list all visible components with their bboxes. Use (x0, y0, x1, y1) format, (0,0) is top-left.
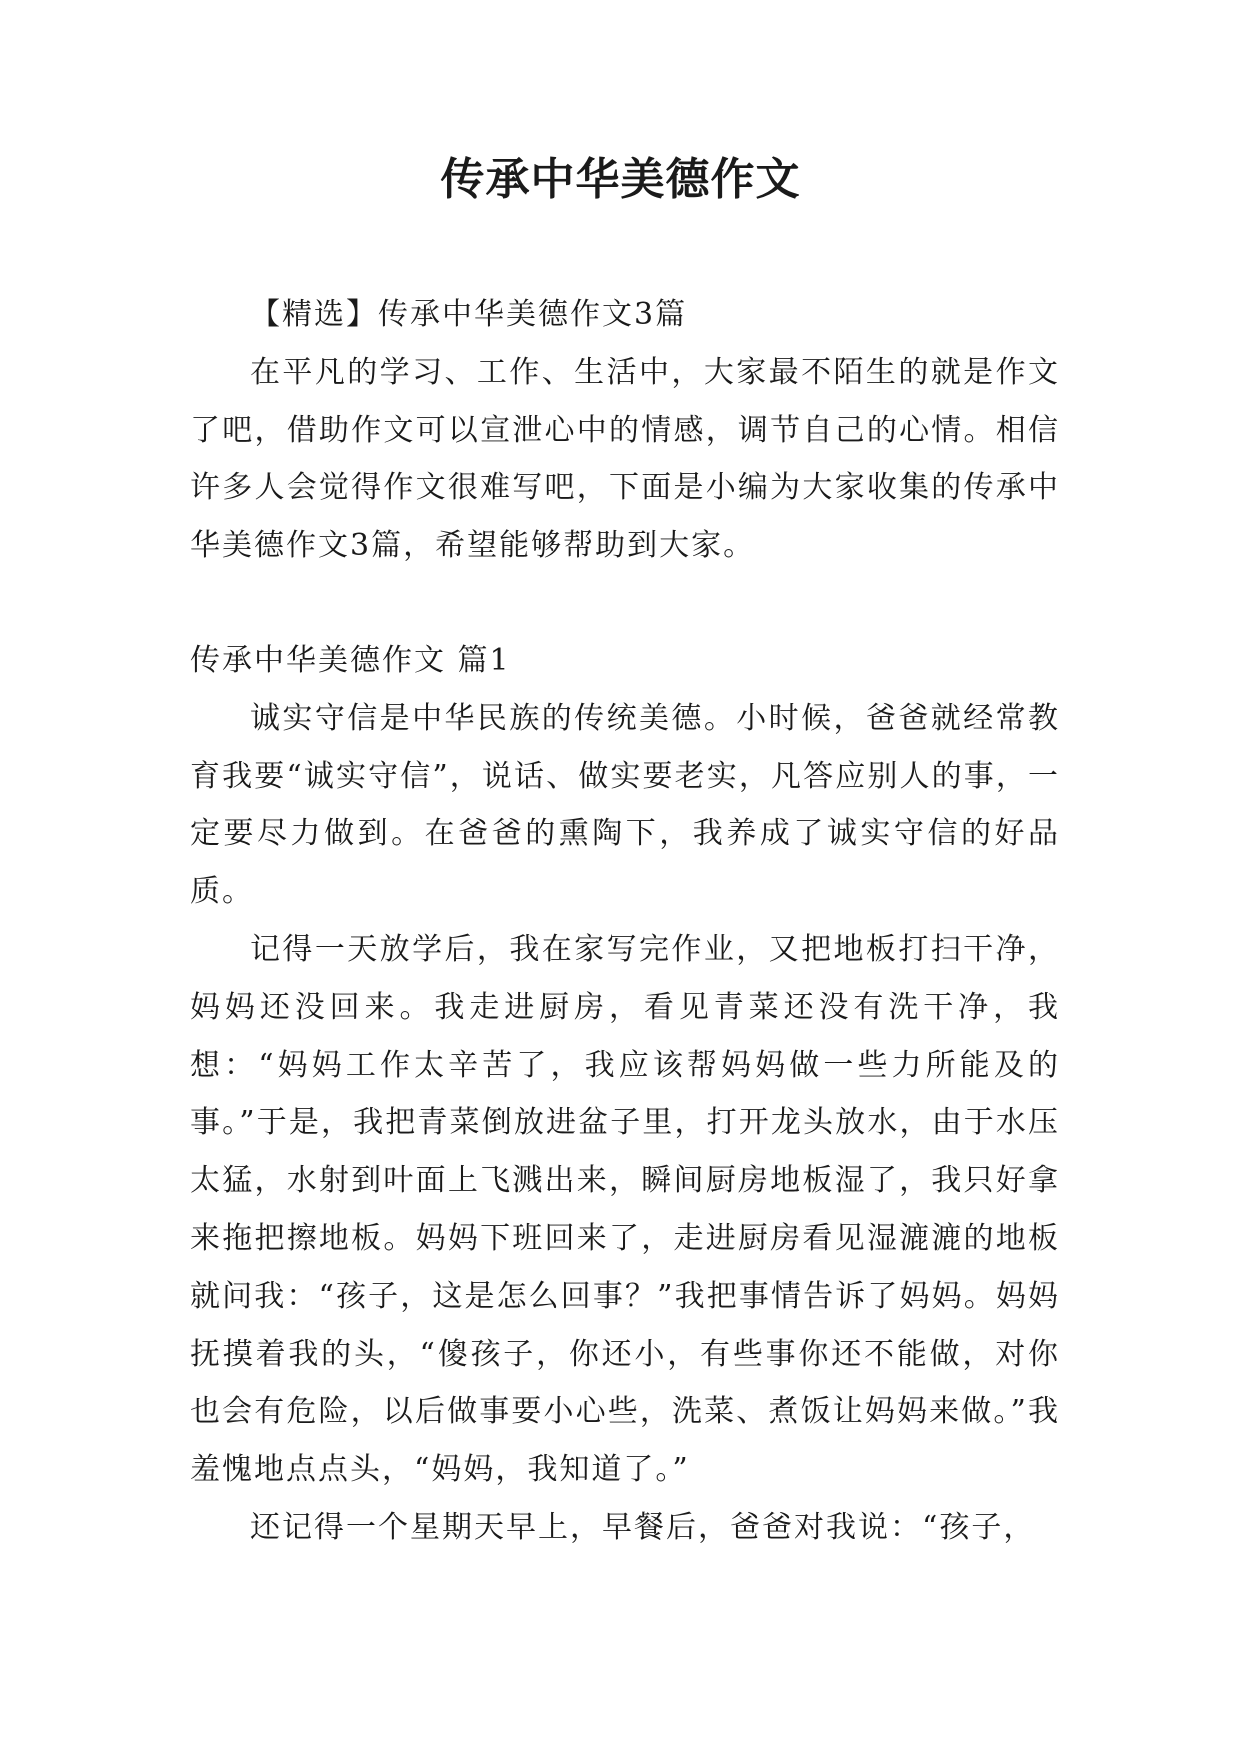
document-body (190, 286, 1060, 1557)
summary-line: 【精选】传承中华美德作文3篇 (250, 297, 688, 332)
body-paragraph-1: 诚实守信是中华民族的传统美德。小时候，爸爸就经常教育我要“诚实守信”，说话、做实要老实，凡答应别人的事，一定要尽力做到。在爸爸的熏陶下，我养成了诚实守信的好品质。 (190, 700, 1060, 910)
body-paragraph-3: 还记得一个星期天早上，早餐后，爸爸对我说：“孩子， (250, 1509, 1036, 1545)
section-heading: 传承中华美德作文 篇1 (190, 642, 511, 678)
document-title: 传承中华美德作文 (440, 154, 801, 205)
intro-paragraph: 在平凡的学习、工作、生活中，大家最不陌生的就是作文了吧，借助作文可以宣泄心中的情感，调节自己的心情。相信许多人会觉得作文很难写吧，下面是小编为大家收集的传承中华美德作文3篇，希望能够帮助到大家。 (190, 354, 1060, 564)
body-paragraph-2: 记得一天放学后，我在家写完作业，又把地板打扫干净，妈妈还没回来。我走进厨房，看见青菜还没有洗干净，我想：“妈妈工作太辛苦了，我应该帮妈妈做一些力所能及的事。”于是，我把青菜倒放进盆子里，打开龙头放水，由于水压太猛，水射到叶面上飞溅出来，瞬间厨房地板湿了，我只好拿来拖把擦地板。妈妈下班回来了，走进厨房看见湿漉漉的地板就问我：“孩子，这是怎么回事？”我把事情告诉了妈妈。妈妈抚摸着我的头，“傻孩子，你还小，有些事你还不能做，对你也会有危险，以后做事要小心些，洗菜、煮饭让妈妈来做。”我羞愧地点点头，“妈妈，我知道了。” (190, 931, 1060, 1488)
